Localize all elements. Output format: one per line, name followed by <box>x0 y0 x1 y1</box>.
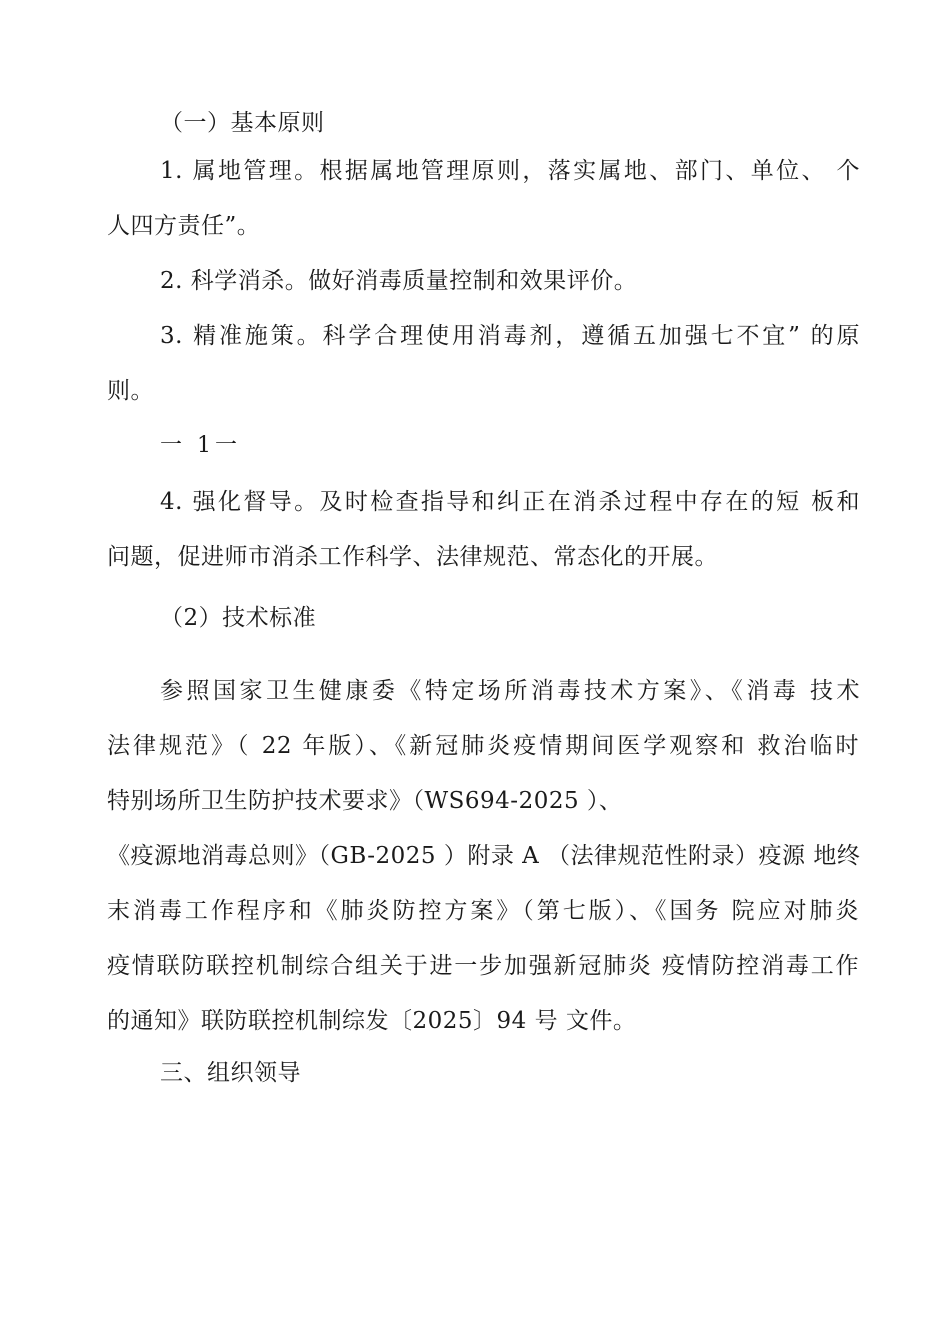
paragraph-3-line-1: 3. 精准施策。科学合理使用消毒剂，遵循五加强七不宜” 的原 <box>160 323 860 349</box>
paragraph-5-line-4: 《疫源地消毒总则》（GB-2025 ）附录 A （法律规范性附录）疫源 地终 <box>107 843 861 869</box>
paragraph-1-line-1: 1. 属地管理。根据属地管理原则，落实属地、部门、单位、 个 <box>160 158 860 184</box>
paragraph-1-line-2: 人四方责任”。 <box>107 213 261 239</box>
paragraph-5-line-2: 法律规范》（ 22 年版）、《新冠肺炎疫情期间医学观察和 救治临时 <box>107 733 859 759</box>
section-heading-tech-standards: （2）技术标准 <box>160 605 317 631</box>
paragraph-5-line-6: 疫情联防联控机制综合组关于进一步加强新冠肺炎 疫情防控消毒工作 <box>107 953 859 979</box>
paragraph-2-line-1: 2. 科学消杀。做好消毒质量控制和效果评价。 <box>160 268 638 294</box>
paragraph-5-line-1: 参照国家卫生健康委《特定场所消毒技术方案》、《消毒 技术 <box>160 678 860 704</box>
section-heading-basic-principles: （一）基本原则 <box>160 110 325 136</box>
paragraph-3-line-2: 则。 <box>107 378 154 404</box>
section-heading-org-leadership: 三、组织领导 <box>160 1060 301 1086</box>
paragraph-5-line-3: 特别场所卫生防护技术要求》（WS694-2025 ）、 <box>107 788 623 814</box>
paragraph-5-line-7: 的通知》联防联控机制综发〔2025〕94 号 文件。 <box>107 1008 637 1034</box>
paragraph-5-line-5: 末消毒工作程序和《肺炎防控方案》（第七版）、《国务 院应对肺炎 <box>107 898 859 924</box>
page-number: 一 1一 <box>160 433 241 458</box>
paragraph-4-line-1: 4. 强化督导。及时检查指导和纠正在消杀过程中存在的短 板和 <box>160 489 860 515</box>
paragraph-4-line-2: 问题，促进师市消杀工作科学、法律规范、常态化的开展。 <box>107 544 718 570</box>
